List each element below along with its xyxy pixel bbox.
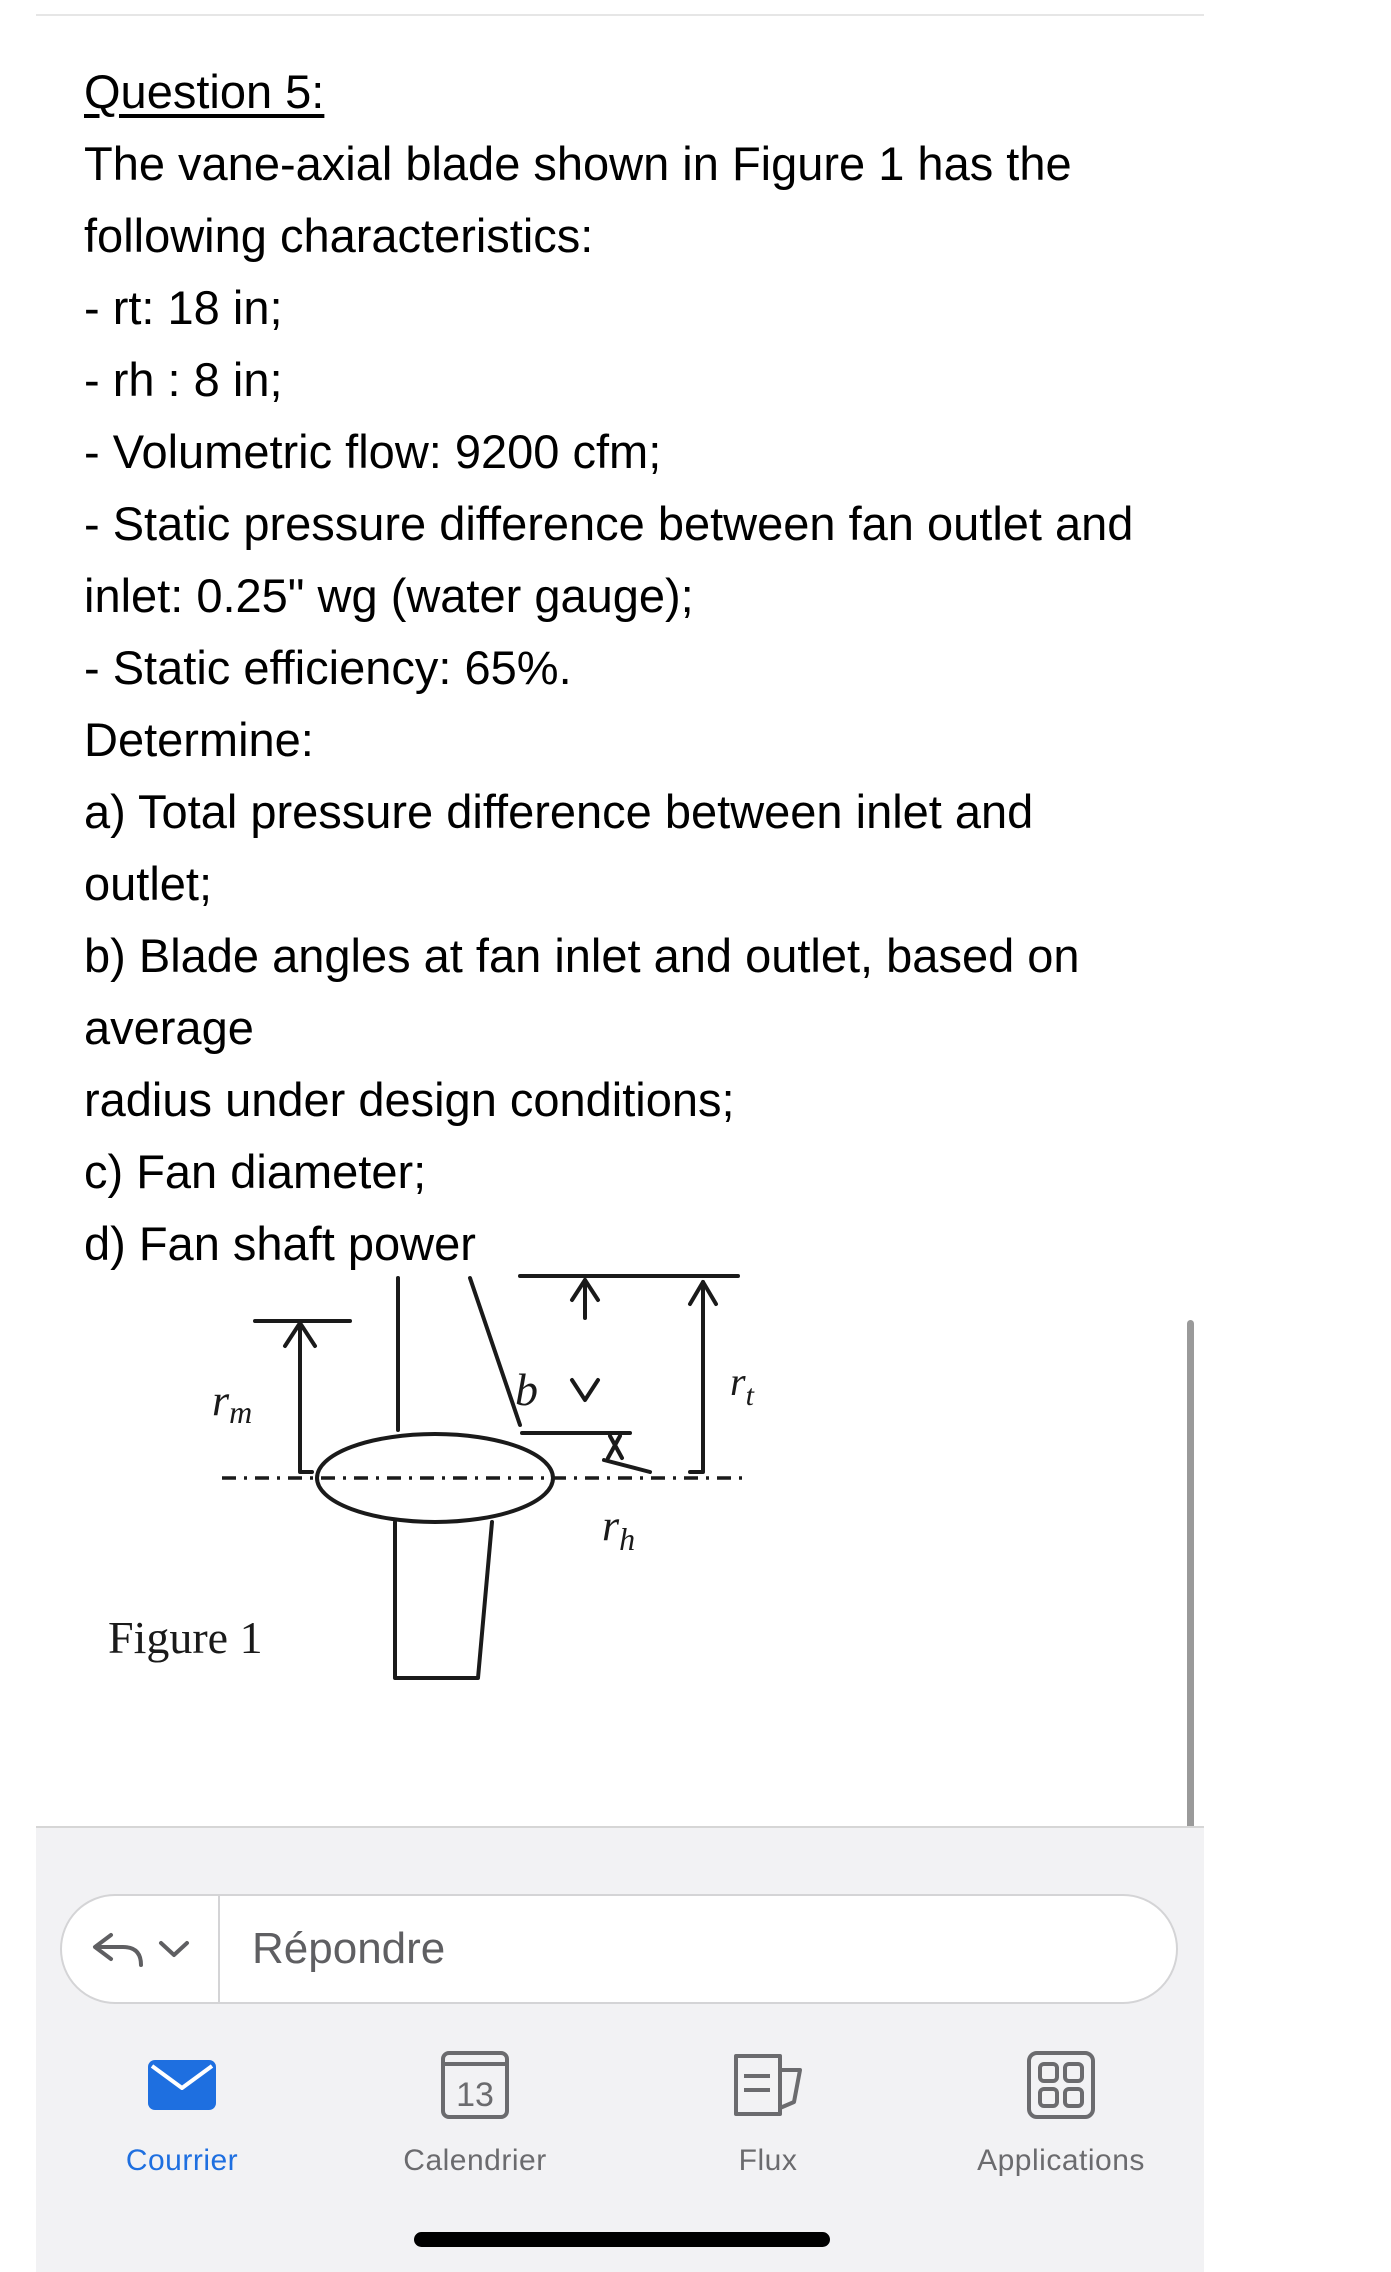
question-line: b) Blade angles at fan inlet and outlet, based on <box>84 929 1080 982</box>
rm-label: rm <box>212 1376 253 1430</box>
mail-icon <box>146 2058 218 2112</box>
figure-caption: Figure 1 <box>108 1612 263 1663</box>
question-line: outlet; <box>84 857 213 910</box>
feed-icon <box>730 2052 806 2118</box>
question-line: - Static pressure difference between fan outlet and <box>84 497 1134 550</box>
figure-1-diagram <box>100 1270 780 1700</box>
rt-label: $r_t$ <box>730 1359 754 1412</box>
question-line: d) Fan shaft power <box>84 1217 476 1270</box>
question-line: - Volumetric flow: 9200 cfm; <box>84 425 662 478</box>
question-line: a) Total pressure difference between inlet and <box>84 785 1034 838</box>
tab-label: Calendrier <box>403 2144 547 2177</box>
question-line: - rh : 8 in; <box>84 353 283 406</box>
scrollbar[interactable] <box>1187 1320 1194 1865</box>
reply-arrow-icon <box>89 1927 147 1971</box>
tab-flux[interactable] <box>648 2040 888 2180</box>
question-line: inlet: 0.25" wg (water gauge); <box>84 569 694 622</box>
question-line: The vane-axial blade shown in Figure 1 has the <box>84 137 1072 190</box>
tab-label: Applications <box>977 2144 1145 2177</box>
reply-label[interactable]: Répondre <box>252 1924 446 1973</box>
question-line: c) Fan diameter; <box>84 1145 427 1198</box>
tab-applications[interactable] <box>941 2040 1181 2180</box>
tab-label: Flux <box>738 2144 798 2177</box>
question-line: - Static efficiency: 65%. <box>84 641 572 694</box>
reply-divider <box>218 1896 220 2002</box>
calendar-day: 13 <box>456 2076 494 2114</box>
apps-icon <box>1026 2050 1096 2120</box>
tab-calendrier[interactable] <box>355 2040 595 2180</box>
calendar-icon <box>440 2050 510 2120</box>
question-line: radius under design conditions; <box>84 1073 735 1126</box>
question-line: following characteristics: <box>84 209 594 262</box>
question-text <box>84 56 1184 1280</box>
question-line: average <box>84 1001 254 1054</box>
reply-options-button[interactable] <box>62 1896 218 2002</box>
chevron-down-icon <box>157 1938 191 1960</box>
question-line: - rt: 18 in; <box>84 281 283 334</box>
rh-label: $r_h$ <box>602 1501 636 1557</box>
tab-courrier[interactable] <box>62 2040 302 2180</box>
home-indicator[interactable] <box>414 2232 830 2247</box>
reply-bar[interactable] <box>60 1894 1178 2004</box>
b-label: b <box>515 1364 538 1415</box>
question-line: Determine: <box>84 713 314 766</box>
question-title: Question 5: <box>84 65 325 118</box>
tab-label: Courrier <box>125 2144 239 2177</box>
